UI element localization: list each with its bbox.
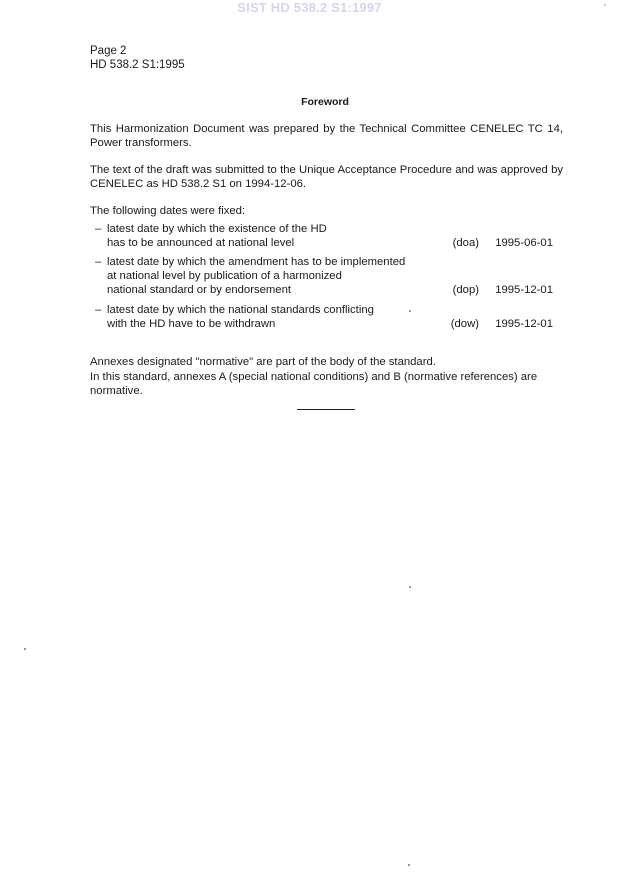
paragraph-approval: The text of the draft was submitted to the Unique Acceptance Procedure and was approved by CENELEC as HD 538.2 S1 on 1994-12-06. [90,164,563,190]
scan-speck [408,864,410,866]
document-id: HD 538.2 S1:1995 [90,59,185,71]
dash-bullet: – [95,223,102,235]
date-code: (doa) [452,237,479,249]
date-item-line: national standard or by endorsement [107,284,292,296]
scan-speck [409,310,411,312]
page-header [90,44,185,72]
annex-note-annexes: In this standard, annexes A (special national conditions) and B (normative references) are normative. [90,371,538,397]
date-value: 1995-06-01 [495,237,553,249]
scan-speck [24,648,26,650]
date-item-line: latest date by which the national standards conflicting [107,304,374,316]
date-item-line: latest date by which the amendment has to be implemented [107,256,406,268]
date-value: 1995-12-01 [495,318,553,330]
date-item-dop [95,255,565,297]
date-item-line: has to be announced at national level [107,237,295,249]
end-rule-divider [297,409,355,410]
date-item-dow [95,303,565,331]
date-item-line: latest date by which the existence of the HD [107,223,327,235]
date-code: (dow) [450,318,479,330]
date-value: 1995-12-01 [495,284,553,296]
scan-speck [604,4,606,6]
date-code: (dop) [452,284,479,296]
date-item-line: at national level by publication of a harmonized [107,270,342,282]
scan-speck [409,586,411,588]
paragraph-committee: This Harmonization Document was prepared by the Technical Committee CENELEC TC 14, Power transformers. [90,123,563,149]
annex-note-normative: Annexes designated "normative" are part of the body of the standard. [90,356,436,368]
page-number: Page 2 [90,45,127,57]
date-item-line: with the HD have to be withdrawn [107,318,276,330]
section-title: Foreword [301,96,349,108]
date-item-doa [95,222,565,250]
watermark: SIST HD 538.2 S1:1997 [237,0,382,15]
dash-bullet: – [95,304,102,316]
dash-bullet: – [95,256,102,268]
paragraph-dates-intro: The following dates were fixed: [90,205,246,217]
